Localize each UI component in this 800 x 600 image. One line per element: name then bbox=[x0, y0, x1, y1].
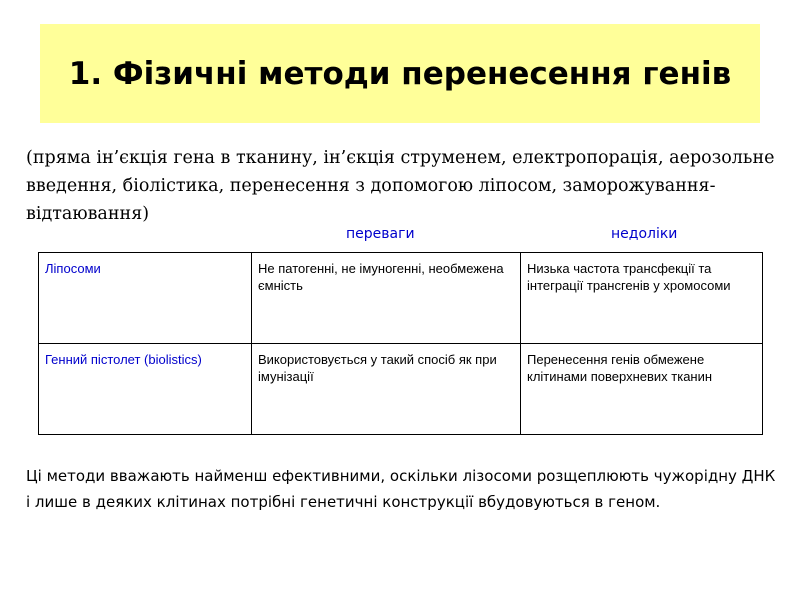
comparison-table bbox=[38, 252, 763, 435]
title-box bbox=[40, 24, 760, 123]
conclusion-text: Ці методи вважають найменш ефективними, оскільки лізосоми розщеплюють чужорідну ДНК і лише в деяких клітинах потрібні генетичні конструкції вбудовуються в геном. bbox=[26, 467, 776, 511]
disadvantages-cell: Перенесення генів обмежене клітинами поверхневих тканин bbox=[521, 344, 763, 435]
disadvantages-column-label: недоліки bbox=[611, 226, 678, 242]
method-name-cell: Ліпосоми bbox=[39, 253, 252, 344]
advantages-cell: Використовується у такий спосіб як при імунізації bbox=[252, 344, 521, 435]
table-row bbox=[39, 253, 763, 344]
method-name-cell: Генний пістолет (biolistics) bbox=[39, 344, 252, 435]
table-row bbox=[39, 344, 763, 435]
advantages-cell: Не патогенні, не імуногенні, необмежена ємність bbox=[252, 253, 521, 344]
disadvantages-cell: Низька частота трансфекції та інтеграції трансгенів у хромосоми bbox=[521, 253, 763, 344]
methods-list-text: (пряма ін’єкція гена в тканину, ін’єкція струменем, електропорація, аерозольне введення, біолістика, перенесення з допомогою ліпосом, заморожування-відтаювання) bbox=[26, 148, 775, 224]
slide-title: 1. Фізичні методи перенесення генів bbox=[68, 55, 732, 92]
advantages-column-label: переваги bbox=[346, 226, 415, 242]
